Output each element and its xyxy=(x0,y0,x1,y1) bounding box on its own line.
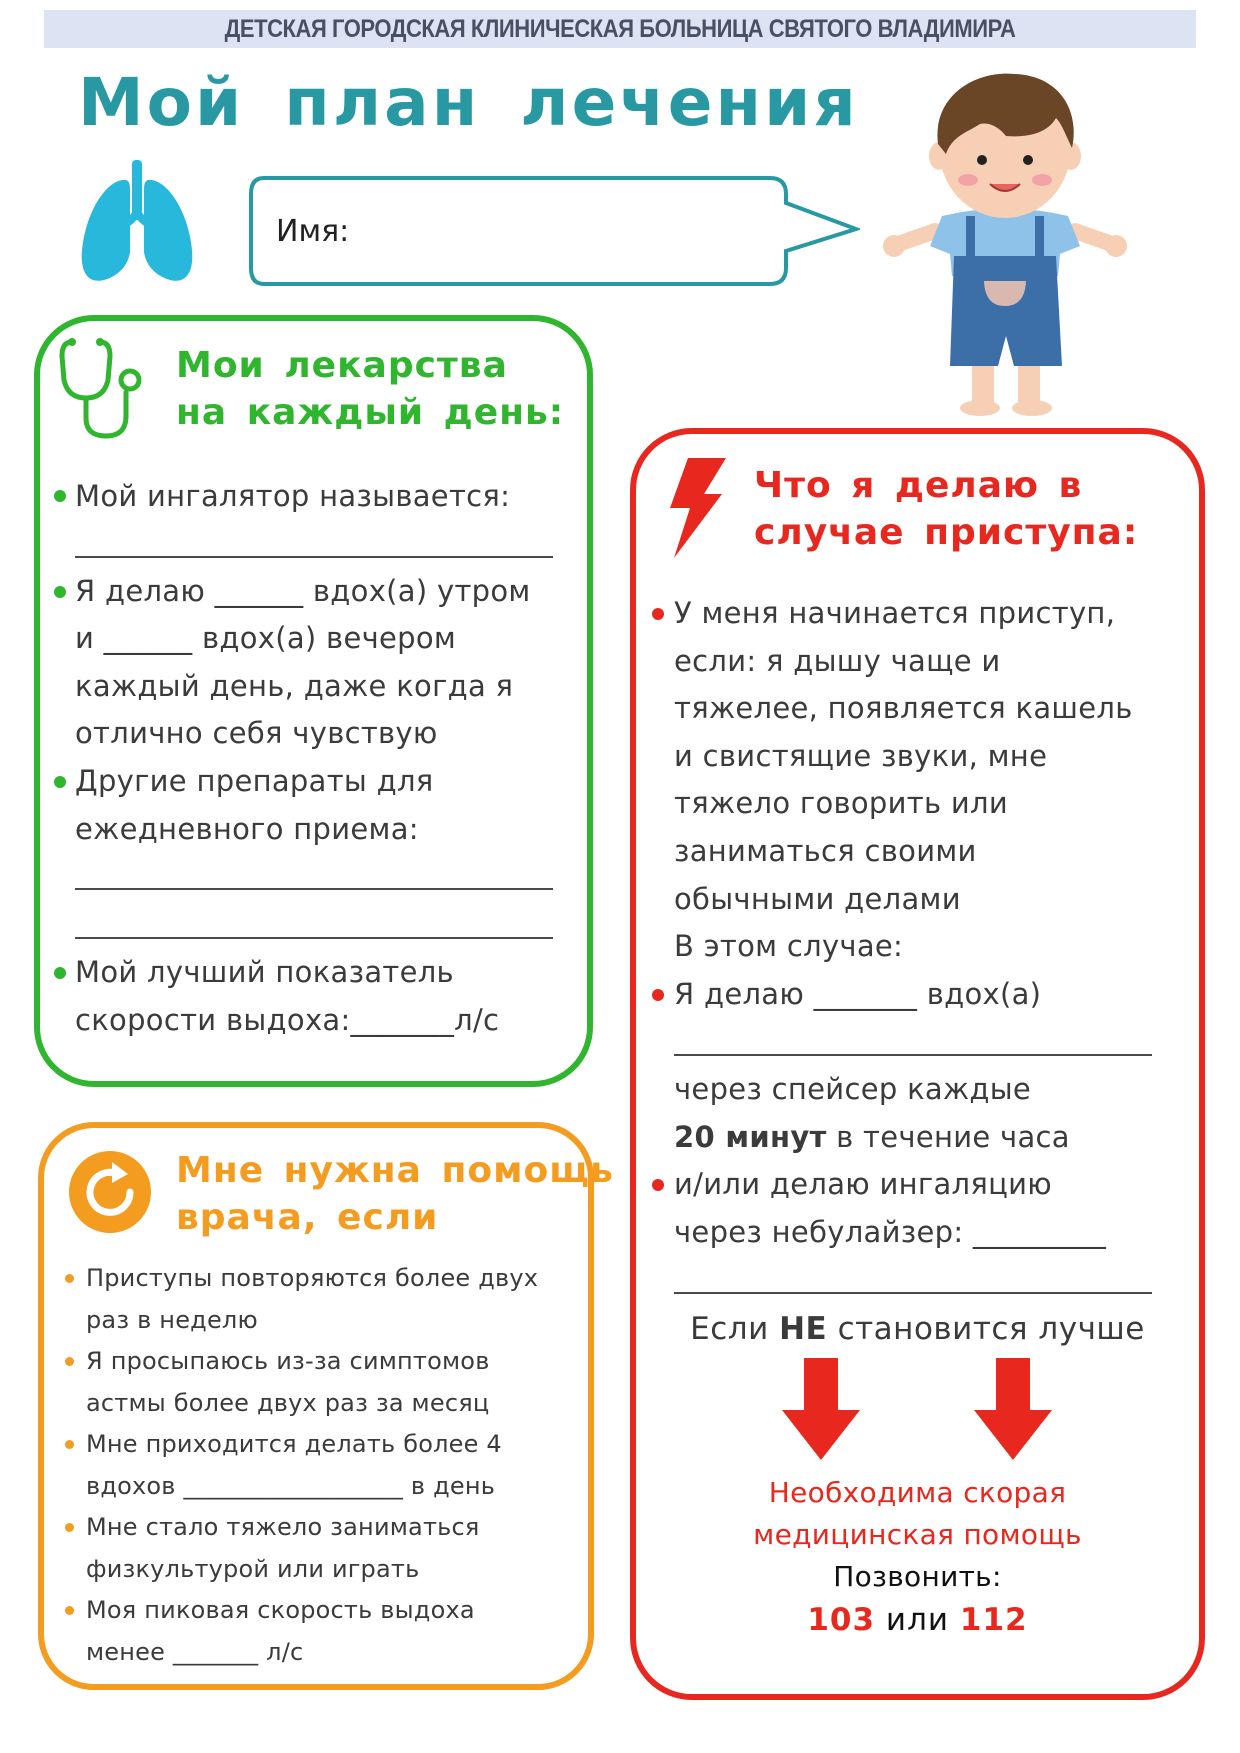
bullet-dot xyxy=(54,586,66,598)
name-label: Имя: xyxy=(276,214,350,249)
bullet-dot xyxy=(65,1606,74,1615)
other-drugs-text: Другие препараты для xyxy=(75,764,434,798)
other-drugs-line2[interactable] xyxy=(75,937,553,939)
bullet-dot xyxy=(54,967,66,979)
evening-doses-text: и ______ вдох(а) вечером xyxy=(75,621,457,655)
attack-doses-text: Я делаю _______ вдох(а) xyxy=(674,977,1042,1011)
arrow-down-icon xyxy=(974,1358,1052,1460)
doctor-item4-line2: физкультурой или играть xyxy=(86,1555,420,1583)
feel-good-text: отлично себя чувствую xyxy=(75,716,438,750)
every-20-min-text xyxy=(674,1114,1070,1162)
if-not-better-text xyxy=(630,1306,1205,1354)
emergency-line1: Необходима скорая xyxy=(768,1476,1067,1509)
bullet-dot xyxy=(65,1357,74,1366)
spacer-text: через спейсер каждые xyxy=(674,1072,1032,1106)
attack-signs-line2: если: я дышу чаще и xyxy=(674,644,1001,678)
hospital-name: ДЕТСКАЯ ГОРОДСКАЯ КЛИНИЧЕСКАЯ БОЛЬНИЦА СВЯТОГО ВЛАДИМИРА xyxy=(224,15,1016,43)
nebulizer-text: и/или делаю ингаляцию xyxy=(674,1167,1052,1201)
during-hour-text: в течение часа xyxy=(826,1120,1070,1154)
attack-signs-line5: тяжело говорить или xyxy=(674,786,1009,820)
lightning-icon xyxy=(664,458,728,558)
bullet-dot xyxy=(652,989,664,1001)
attack-title-line2: случае приступа: xyxy=(754,512,1139,553)
if-pre: Если xyxy=(690,1311,780,1347)
lungs-icon xyxy=(78,160,196,286)
phone-numbers xyxy=(630,1598,1205,1642)
attack-signs-line1: У меня начинается приступ, xyxy=(674,596,1116,630)
bullet-dot xyxy=(652,1179,664,1191)
twenty-minutes-bold: 20 минут xyxy=(674,1120,827,1154)
phone-103[interactable]: 103 xyxy=(807,1602,876,1638)
in-this-case-text: В этом случае: xyxy=(674,929,904,963)
doctor-title-line1: Мне нужна помощь xyxy=(176,1150,614,1191)
doctor-title-line2: врача, если xyxy=(176,1197,439,1238)
doctor-item3-line1: Мне приходится делать более 4 xyxy=(86,1430,502,1458)
bullet-dot xyxy=(54,490,66,502)
doctor-item3-line2: вдохов __________________ в день xyxy=(86,1472,496,1500)
doctor-item1-line1: Приступы повторяются более двух xyxy=(86,1264,539,1292)
attack-signs-line3: тяжелее, появляется кашель xyxy=(674,691,1133,725)
not-bold: НЕ xyxy=(779,1311,828,1347)
peak-flow-value-text: скорости выдоха:_______л/с xyxy=(75,1003,500,1037)
attack-signs-line7: обычными делами xyxy=(674,882,961,916)
nebulizer-value-text: через небулайзер: _________ xyxy=(674,1215,1107,1249)
if-post: становится лучше xyxy=(827,1311,1145,1347)
attack-title-line1: Что я делаю в xyxy=(754,465,1083,506)
doctor-item1-line2: раз в неделю xyxy=(86,1306,258,1334)
refresh-icon xyxy=(68,1150,152,1234)
best-peak-flow-text: Мой лучший показатель xyxy=(75,955,454,989)
bullet-dot xyxy=(54,776,66,788)
emergency-line2: медицинская помощь xyxy=(753,1518,1082,1551)
doctor-item2-line1: Я просыпаюсь из-за симптомов xyxy=(86,1347,490,1375)
other-drugs-line1[interactable] xyxy=(75,888,553,890)
morning-doses-text: Я делаю ______ вдох(а) утром xyxy=(75,574,531,608)
nebulizer-line[interactable] xyxy=(674,1292,1152,1294)
bullet-dot xyxy=(652,608,664,620)
doctor-item2-line2: астмы более двух раз за месяц xyxy=(86,1389,490,1417)
hospital-header-bar xyxy=(44,10,1196,48)
bullet-dot xyxy=(65,1274,74,1283)
inhaler-name-text: Мой ингалятор называется: xyxy=(75,479,511,513)
boy-illustration xyxy=(880,66,1130,421)
daily-text: каждый день, даже когда я xyxy=(75,669,514,703)
doctor-item5-line1: Моя пиковая скорость выдоха xyxy=(86,1596,475,1624)
bullet-dot xyxy=(65,1440,74,1449)
arrow-down-icon xyxy=(782,1358,860,1460)
doctor-item4-line1: Мне стало тяжело заниматься xyxy=(86,1513,480,1541)
doctor-item5-line2: менее _______ л/с xyxy=(86,1638,304,1666)
page-title: Мой план лечения xyxy=(78,64,859,141)
daily-title-line2: на каждый день: xyxy=(176,392,565,433)
inhaler-name-line[interactable] xyxy=(75,556,553,558)
stethoscope-icon xyxy=(58,336,154,444)
daily-intake-text: ежедневного приема: xyxy=(75,812,419,846)
phone-112[interactable]: 112 xyxy=(959,1602,1028,1638)
or-text: или xyxy=(875,1602,960,1638)
bullet-dot xyxy=(65,1523,74,1532)
attack-signs-line6: заниматься своими xyxy=(674,834,977,868)
attack-doses-line[interactable] xyxy=(674,1054,1152,1056)
attack-signs-line4: и свистящие звуки, мне xyxy=(674,739,1048,773)
daily-title-line1: Мои лекарства xyxy=(176,345,508,386)
call-label: Позвонить: xyxy=(833,1560,1002,1593)
